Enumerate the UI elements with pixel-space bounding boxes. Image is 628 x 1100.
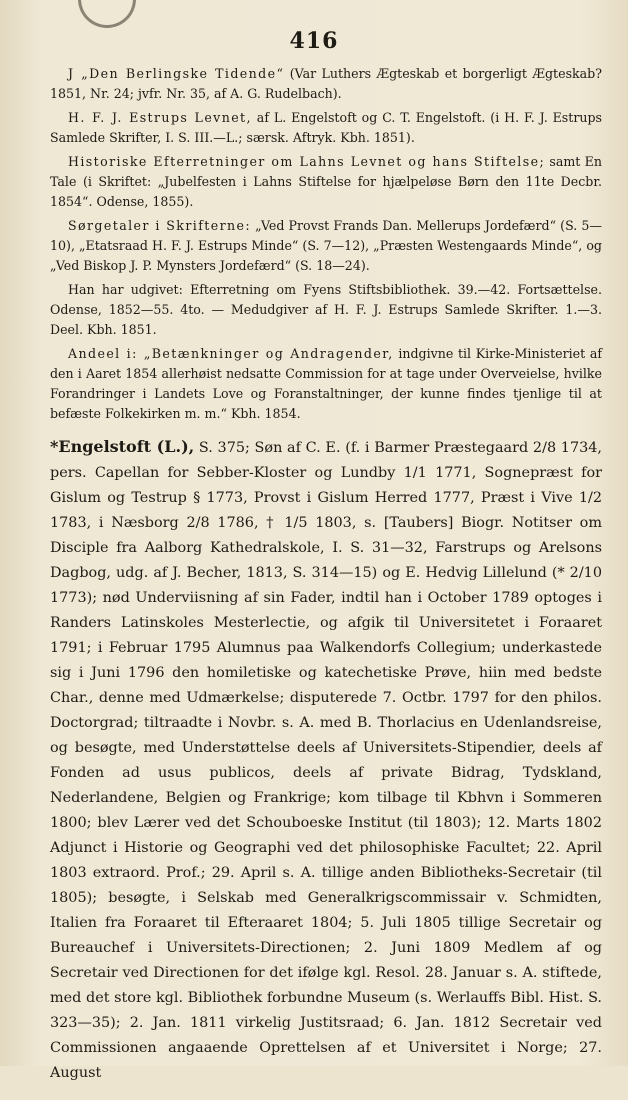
item-lead: Sørgetaler i Skrifterne: — [68, 218, 251, 233]
item-text: indgivne til Kirke-Ministeriet af den i Aaret 1854 allerhøist nedsatte Commission for at tage under Overveielse, hvilke Forandringer i Landets Love og Foranstaltninger, der kunne findes tjenlige til at befæste Folkekirken m. m.“ Kbh. 1854. — [50, 346, 602, 421]
binding-ring — [78, 0, 136, 28]
item-lead: Han har udgivet: — [68, 282, 183, 297]
entry-headword: *Engelstoft (L.), — [50, 437, 195, 456]
bibliography-item — [50, 344, 602, 424]
bibliography-item — [50, 280, 602, 340]
item-text: af L. Engelstoft og C. T. Engelstoft. (i H. F. J. Estrups Samlede Skrifter, I. S. III.—L.; særsk. Aftryk. Kbh. 1851). — [50, 110, 602, 145]
item-lead: J „Den Berlingske Tidende“ — [68, 66, 285, 81]
bibliography-item — [50, 64, 602, 104]
item-text: Efterretning om Fyens Stiftsbibliothek. 39.—42. Fortsættelse. Odense, 1852—55. 4to. — Medudgiver af H. F. J. Estrups Samlede Skrifter. 1.—3. Deel. Kbh. 1851. — [50, 282, 602, 337]
item-lead: H. F. J. Estrups Levnet, — [68, 110, 252, 125]
page-number: 416 — [289, 28, 339, 54]
bibliography-item — [50, 108, 602, 148]
item-text: (Var Luthers Ægteskab et borgerligt Ægteskab? 1851, Nr. 24; jvfr. Nr. 35, af A. G. Rudelbach). — [50, 66, 602, 101]
item-text: samt En Tale (i Skriftet: „Jubelfesten i Lahns Stiftelse for hjælpeløse Børn den 11te Decbr. 1854“. Odense, 1855). — [50, 154, 602, 209]
bibliography-item — [50, 152, 602, 212]
page-body — [50, 64, 602, 1100]
entry-text: S. 375; Søn af C. E. (f. i Barmer Præstegaard 2/8 1734, pers. Capellan for Sebber-Kloster og Lundby 1/1 1771, Sognepræst for Gislum og Testrup § 1773, Provst i Gislum Herred 1777, Præst i Vive 1/2 1783, i Næsborg 2/8 1786, † 1/5 1803, s. [Taubers] Biogr. Notitser om Disciple fra Aalborg Kathedralskole, I. S. 31—32, Farstrups og Arelsons Dagbog, udg. af J. Becher, 1813, S. 314—15) og E. Hedvig Lillelund (* 2/10 1773); nød Underviisning af sin Fader, indtil han i October 1789 optoges i Randers Latinskoles Mesterlectie, og afgik til Universitetet i Foraaret 1791; i Februar 1795 Alumnus paa Walkendorfs Collegium; underkastede sig i Juni 1796 den homiletiske og katechetiske Prøve, hiin med bedste Char., denne med Udmærkelse; disputerede 7. Octbr. 1797 for den philos. Doctorgrad; tiltraadte i Novbr. s. A. med B. Thorlacius en Udenlandsreise, og besøgte, med Understøttelse deels af Universitets-Stipendier, deels af Fonden ad usus publicos, deels af private Bidrag, Tydskland, Nederlandene, Belgien og Frankrige; kom tilbage til Kbhvn i Sommeren 1800; blev Lærer ved det Schouboeske Institut (til 1803); 12. Marts 1802 Adjunct i Historie og Geographi ved det philosophiske Facultet; 22. April 1803 extraord. Prof.; 29. April s. A. tillige anden Bibliotheks-Secretair (til 1805); besøgte, i Selskab med Generalkrigscommissair v. Schmidten, Italien fra Foraaret til Efteraaret 1804; 5. Juli 1805 tillige Secretair og Bureauchef i Universitets-Directionen; 2. Juni 1809 Medlem af og Secretair ved Directionen for det ifølge kgl. Resol. 28. Januar s. A. stiftede, med det store kgl. Bibliothek forbundne Museum (s. Werlauffs Bibl. Hist. S. 323—35); 2. Jan. 1811 virkelig Justitsraad; 6. Jan. 1812 Secretair ved Commissionen angaaende Oprettelsen af et Universitet i Norge; 27. August — [50, 440, 602, 1081]
biography-entry — [50, 434, 602, 1086]
bibliography-item — [50, 216, 602, 276]
item-text: „Ved Provst Frands Dan. Mellerups Jordefærd“ (S. 5—10), „Etatsraad H. F. J. Estrups Minde“ (S. 7—12), „Præsten Westengaards Minde“, og „Ved Biskop J. P. Mynsters Jordefærd“ (S. 18—24). — [50, 218, 602, 273]
item-lead: Andeel i: „Betænkninger og Andragender, — [68, 346, 394, 361]
item-lead: Historiske Efterretninger om Lahns Levnet og hans Stiftelse; — [68, 154, 546, 169]
